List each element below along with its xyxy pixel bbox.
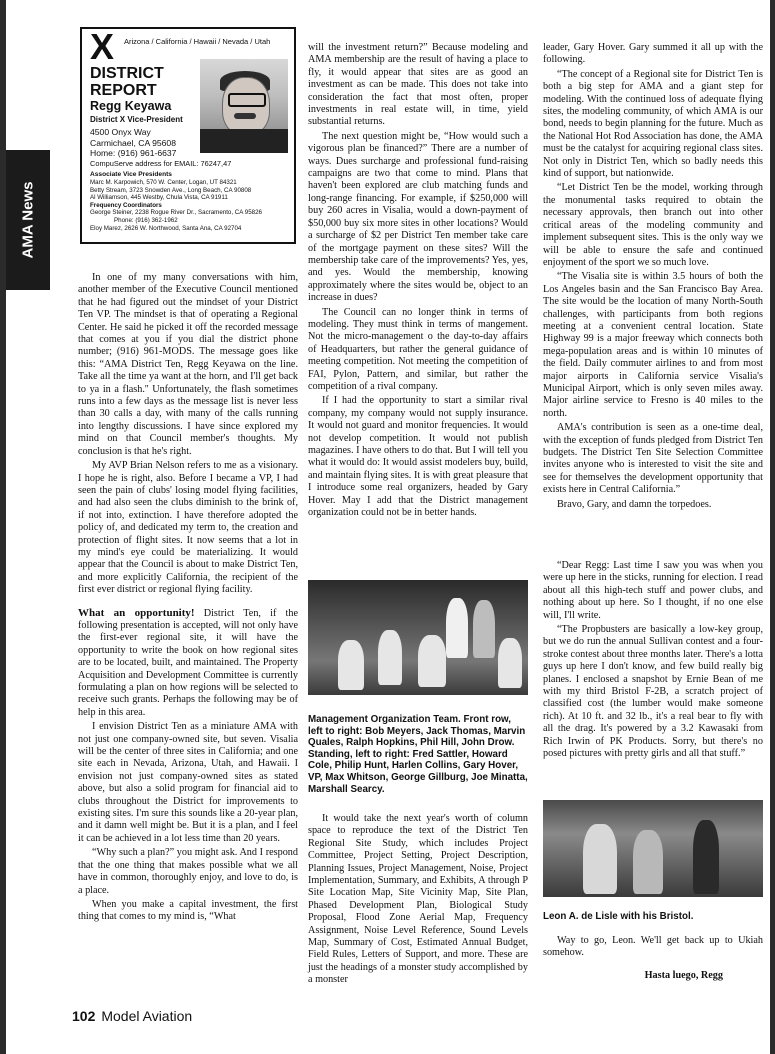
paragraph: I envision District Ten as a miniature AMA with not just one company-owned site, but seven. Visalia will be the center of three sites in California; and one site each in Nevada, Arizona, Utah, and Hawaii. I envision not just company-owned sites as stated above, but also a solid program for financial aid to clubs throughout the District for improvements to existing sites. I'm sure this sounds like a 20-year plan, and it damn well might be. But it is a plan, and I feel it can be achieved in a lot less time than 20 years. (78, 721, 298, 844)
paragraph: It would take the next year's worth of column space to reproduce the text of the District Ten Regional Site Study, which includes Project Committee, Project Setting, Project Description, Planning Issues, Project Management, Noise, Project Implementation, Summary, and Exhibits, A through P Site Location Map, Site Vicinity Map, Site Plan, Phased Development Plan, Biological Study Proposal, Flood Zone Aerial Map, Frequency Assignment, Noise Level Reference, Sound Levels Map, Summary of Cost, Estimated Annual Budget, Field Rules, Letters of Support, and more. These are just the headings of a monster study accomplished by a monster (308, 813, 528, 986)
portrait-glasses (228, 93, 266, 107)
page-footer (72, 1008, 192, 1024)
paragraph: “Dear Regg: Last time I saw you was when you were up here in the sticks, running for election. I read about all this high-tech stuff and power clubs, and nothing about up here. So I thought, if no one else will, I'll write. (543, 560, 763, 621)
column-3 (543, 42, 763, 513)
paragraph: AMA's contribution is seen as a one-time deal, with the exception of funds pledged from District Ten budgets. The District Ten Site Selection Committee invites anyone who is interested to visit the site and see for themselves the development opportunity that exists here in Central California.” (543, 422, 763, 496)
avp-list: Marc M. Karpowich, 570 W. Center, Logan, UT 84321 Betty Stream, 3723 Snowden Ave., Long Beach, CA 90808 Al Williamson, 445 Westby, Chula Vista, CA 91911 Frequency Coordinators George Steiner, 2238 Rogue River Dr., Sacramento, CA 95826 Phone: (916) 362-1962 Eloy Marez, 2626 W. Northwood, Santa Ana, CA 92704 (90, 179, 262, 232)
paragraph: “Let District Ten be the model, working through the monumental tasks required to obtain the necessary approvals, then branch out into other critical areas of the modeling community and implement subsequent sites. This is the only way we will be able to ensure the safe and continued enjoyment of the sport we so much love. (543, 182, 763, 268)
column-1 (78, 272, 298, 926)
team-photo (308, 580, 528, 695)
bristol-photo-caption: Leon A. de Lisle with his Bristol. (543, 911, 694, 922)
district-states: Arizona / California / Hawaii / Nevada / Utah (124, 37, 271, 46)
compuserve-line: CompuServe address for EMAIL: 76247,47 (90, 159, 232, 168)
bristol-photo (543, 800, 763, 897)
paragraph: My AVP Brian Nelson refers to me as a visionary. I hope he is right, also. Before I became a VP, I had seen the pain of clubs' losing model flying facilities, and had also seen the clubs diminish to the brink of, if not into, extinction. I have therefore adopted the policy of, and dedicated my term to, the creation and protection of flight sites. It now seems that a lot in my mind's eye could be materializing. It would appear that the Council is about to make District Ten, and more explicitly California, the recipient of the first ever district or regional flying facility. (78, 460, 298, 596)
paragraph: “Why such a plan?” you might ask. And I respond that the one thing that makes possible what we all have in common, thoroughly enjoy, and love to do, is a place. (78, 847, 298, 896)
team-photo-caption: Management Organization Team. Front row, left to right: Bob Meyers, Jack Thomas, Marvin Quales, Ralph Hopkins, Phil Hill, John Drow. Standing, left to right: Fred Sattler, Howard Cole, Philip Hunt, Harlen Collins, Gary Hover, VP, Max Whitson, George Gillburg, Joe Minatta, Marshall Searcy. (308, 714, 528, 795)
paragraph: In one of my many conversations with him, another member of the Executive Council mentioned that he had figured out the mindset of your District Ten VP. The mindset is that of operating a Regional Center. He said he picked it off the recorded message that comes at you if you dial the district phone number; (916) 961-MODS. The message goes like this: “AMA District Ten, Regg Keyawa on the line. Take all the time ya want at the horn, and I'll get back to ya in a flash.'' Unfortunately, the flash sometimes runs into a few days as the message list is never less than 30 calls a day, with many of the calls running into lengthy discussions. I have since explored my mind on that Council member's thoughts. My conclusion is that he's right. (78, 272, 298, 457)
paragraph: What an opportunity! District Ten, if the following presentation is accepted, will not only have the first-ever regional site, it will have the opportunity to write the book on how regional sites are to be located, built, and maintained. The Property Acquisition and Development Committee is currently formulating a plan on how regions will be selected to receive such grants. Perhaps the following may be of help in this area. (78, 606, 298, 718)
paragraph: The next question might be, “How would such a vigorous plan be financed?” There are a number of ways. Dues surcharge and professional fund-raising campaigns are two that come to mind. Plans that haven't been explored are club matching funds and long-range financing. For example, if $250,000 will buy 260 acres in Visalia, would a down-payment of $50,000 buy six more sites in other locations? Would a surcharge of $2 per District Ten member take care of the mortgage payment on these sites? Will the membership take care of the improvements? Yes, yes, and yes. Would the membership, knowing approximately where the sites would be, object to an increase in dues? (308, 130, 528, 304)
district-report-box (80, 27, 296, 244)
magazine-name: Model Aviation (101, 1008, 193, 1024)
paragraph: will the investment return?” Because modeling and AMA membership are the result of having a place to fly, it would appear that sites are as good an investment as can be made. This does not take into consideration the fact that most often, proper investments in real estate will, in time, yield substantial returns. (308, 42, 528, 128)
portrait-shirt (200, 129, 288, 153)
author-role: District X Vice-President (90, 115, 183, 124)
signoff: Hasta luego, Regg (644, 969, 723, 981)
avp-title: Associate Vice Presidents (90, 171, 172, 178)
portrait-mustache (234, 113, 256, 119)
author-address: 4500 Onyx Way Carmichael, CA 95608 Home: (916) 961-6637 (90, 127, 177, 158)
author-name: Regg Keyawa (90, 99, 172, 113)
report-title: DISTRICT REPORT (90, 65, 164, 99)
district-letter: X (90, 26, 115, 67)
paragraph: Way to go, Leon. We'll get back up to Ukiah somehow. (543, 935, 763, 959)
paragraph: The Council can no longer think in terms of modeling. They must think in terms of mangement. Not the micro-management o the day-to-day affairs of Headquarters, but rather the general guidance of meeting competition. Not meeting the competition of FAI, Pylon, Pattern, and similar, but rather the competition of a rival company. (308, 306, 528, 392)
column-3-closing (543, 935, 763, 984)
page-number: 102 (72, 1008, 96, 1024)
lead-in: What an opportunity! (78, 606, 195, 619)
author-portrait (200, 59, 288, 153)
section-tab (6, 150, 50, 290)
paragraph: leader, Gary Hover. Gary summed it all up with the following. (543, 42, 763, 66)
paragraph: “The Propbusters are basically a low-key group, but we do run the annual Sullivan contest and a four-stroke contest about three months later. There's a lotta guys up here I don't know, and few build really big planes. I enclosed a snapshot by Ernie Bean of me with my third Bristol F-2B, a scratch project of classified cost (the lumber would make someone rich). At 10 ft. and 32 lb., it's a real bear to fly with all the drag. It's powered by a 3.2 Kawasaki from Rich Irwin of PK Products. Sorry, but there's no posed pictures with pretty girls and all that stuff.” (543, 624, 763, 760)
paragraph: Bravo, Gary, and damn the torpedoes. (557, 498, 712, 510)
column-2-continued (308, 813, 528, 989)
paragraph: When you make a capital investment, the first thing that comes to my mind is, “What (78, 898, 298, 923)
section-tab-label: AMA News (19, 181, 37, 259)
paragraph: If I had the opportunity to start a similar rival company, my company would not supply insurance. It would not guard and monitor frequencies. It would not develop competition. It would not publish magazines. I have others to do that. But I will tell you what it would do: It would assist modelers buy, build, and maintain flying sites. It is with great pleasure that I introduce some real organizers, headed by Gary Hover. May I add that the District management organization could not be in better hands. (308, 395, 528, 519)
paragraph: “The concept of a Regional site for District Ten is both a big step for AMA and a giant step for modeling. With the continued loss of adequate flying sites, the modeling community, of which AMA is our bond, needs to begin planning for the future. Much as the National Hot Rod Association has done, the AMA must be the catalyst for acquiring regional class sites. Not only in District Ten, which so badly needs this kind of support, but nationwide. (543, 68, 763, 180)
paragraph: “The Visalia site is within 3.5 hours of both the Los Angeles basin and the San Francisco Bay Area. The site would be the location of many North-South challenges, with participants from both regions meeting at a convenient central location. State Highway 99 is a major freeway which connects both mega-population areas and is within 10 minutes of the field. Daily commuter airlines to and from most major airports in California service Visalia's Municipal Airport, which is only seven miles away. Major airline service to Fresno is 40 miles to the north. (543, 271, 763, 419)
scan-edge-right (770, 0, 775, 1054)
column-2 (308, 42, 528, 521)
column-3-letter (543, 560, 763, 763)
